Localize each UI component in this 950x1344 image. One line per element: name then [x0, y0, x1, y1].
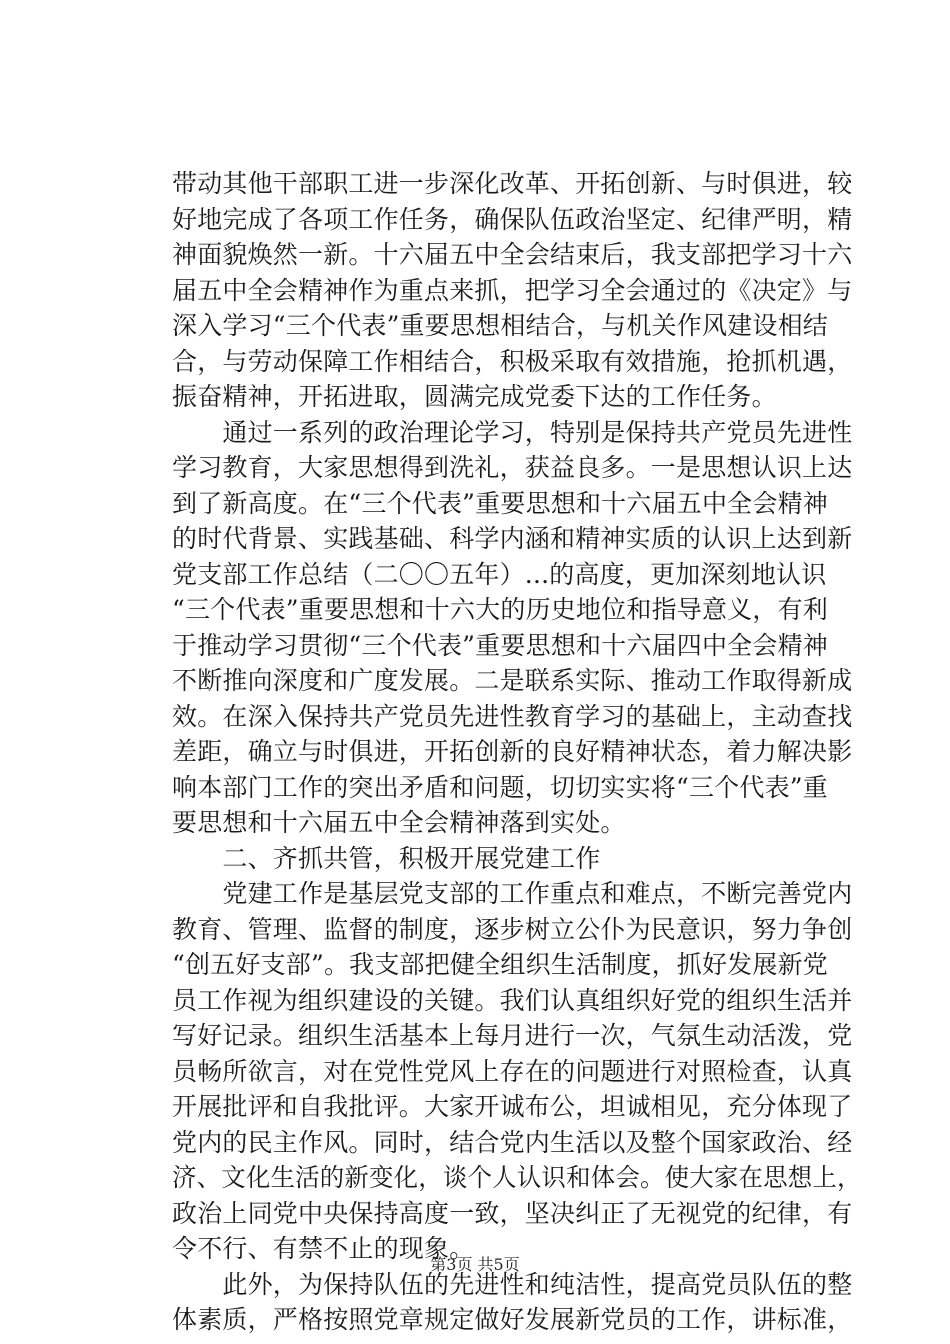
- text-line: 合，与劳动保障工作相结合，积极采取有效措施，抢抓机遇，: [172, 346, 853, 376]
- text-line: 效。在深入保持共产党员先进性教育学习的基础上，主动查找: [172, 701, 853, 731]
- section-heading: 二、齐抓共管，积极开展党建工作: [172, 843, 601, 873]
- text-line: 不断推向深度和广度发展。二是联系实际、推动工作取得新成: [172, 666, 853, 695]
- text-line: 届五中全会精神作为重点来抓，把学习全会通过的《决定》与: [172, 275, 853, 305]
- text-line: 带动其他干部职工进一步深化改革、开拓创新、与时俱进，较: [172, 169, 853, 198]
- text-line: “创五好支部”。我支部把健全组织生活制度，抓好发展新党: [172, 950, 828, 979]
- text-line: 神面貌焕然一新。十六届五中全会结束后，我支部把学习十六: [172, 240, 853, 269]
- text-line: 党内的民主作风。同时，结合党内生活以及整个国家政治、经: [172, 1127, 853, 1157]
- text-line: 开展批评和自我批评。大家开诚布公，坦诚相见，充分体现了: [172, 1092, 853, 1121]
- text-line: “三个代表”重要思想和十六大的历史地位和指导意义，有利: [172, 595, 828, 624]
- text-line: 济、文化生活的新变化，谈个人认识和体会。使大家在思想上，: [172, 1163, 862, 1192]
- text-line: 党建工作是基层党支部的工作重点和难点，不断完善党内: [172, 879, 853, 908]
- text-line: 要思想和十六届五中全会精神落到实处。: [172, 808, 626, 837]
- text-line: 教育、管理、监督的制度，逐步树立公仆为民意识，努力争创: [172, 914, 853, 944]
- text-line: 好地完成了各项工作任务，确保队伍政治坚定、纪律严明，精: [172, 204, 853, 234]
- text-line: 振奋精神，开拓进取，圆满完成党委下达的工作任务。: [172, 382, 777, 411]
- text-line: 政治上同党中央保持高度一致，坚决纠正了无视党的纪律，有: [172, 1198, 853, 1228]
- text-line: 响本部门工作的突出矛盾和问题，切切实实将“三个代表”重: [172, 772, 828, 802]
- text-line: 此外，为保持队伍的先进性和纯洁性，提高党员队伍的整: [172, 1269, 853, 1299]
- text-line: 员工作视为组织建设的关键。我们认真组织好党的组织生活并: [172, 985, 853, 1015]
- text-line: 差距，确立与时俱进，开拓创新的良好精神状态，着力解决影: [172, 737, 853, 766]
- text-line: 令不行、有禁不止的现象。: [172, 1234, 475, 1263]
- text-line: 深入学习“三个代表”重要思想相结合，与机关作风建设相结: [172, 311, 828, 340]
- text-line: 写好记录。组织生活基本上每月进行一次，气氛生动活泼，党: [172, 1021, 853, 1050]
- text-line: 的时代背景、实践基础、科学内涵和精神实质的认识上达到新: [172, 524, 853, 553]
- document-body: [172, 166, 862, 1338]
- text-line: 员畅所欲言，对在党性党风上存在的问题进行对照检查，认真: [172, 1056, 853, 1086]
- text-line: 学习教育，大家思想得到洗礼，获益良多。一是思想认识上达: [172, 453, 853, 482]
- text-line: 党支部工作总结（二〇〇五年）...的高度，更加深刻地认识: [172, 559, 827, 589]
- page-number-footer: 第3页 共5页: [430, 1255, 520, 1274]
- text-line: 通过一系列的政治理论学习，特别是保持共产党员先进性: [172, 417, 853, 447]
- text-line: 于推动学习贯彻“三个代表”重要思想和十六届四中全会精神: [172, 630, 828, 660]
- text-line: 体素质，严格按照党章规定做好发展新党员的工作，讲标准，: [172, 1305, 853, 1334]
- text-line: 到了新高度。在“三个代表”重要思想和十六届五中全会精神: [172, 488, 828, 518]
